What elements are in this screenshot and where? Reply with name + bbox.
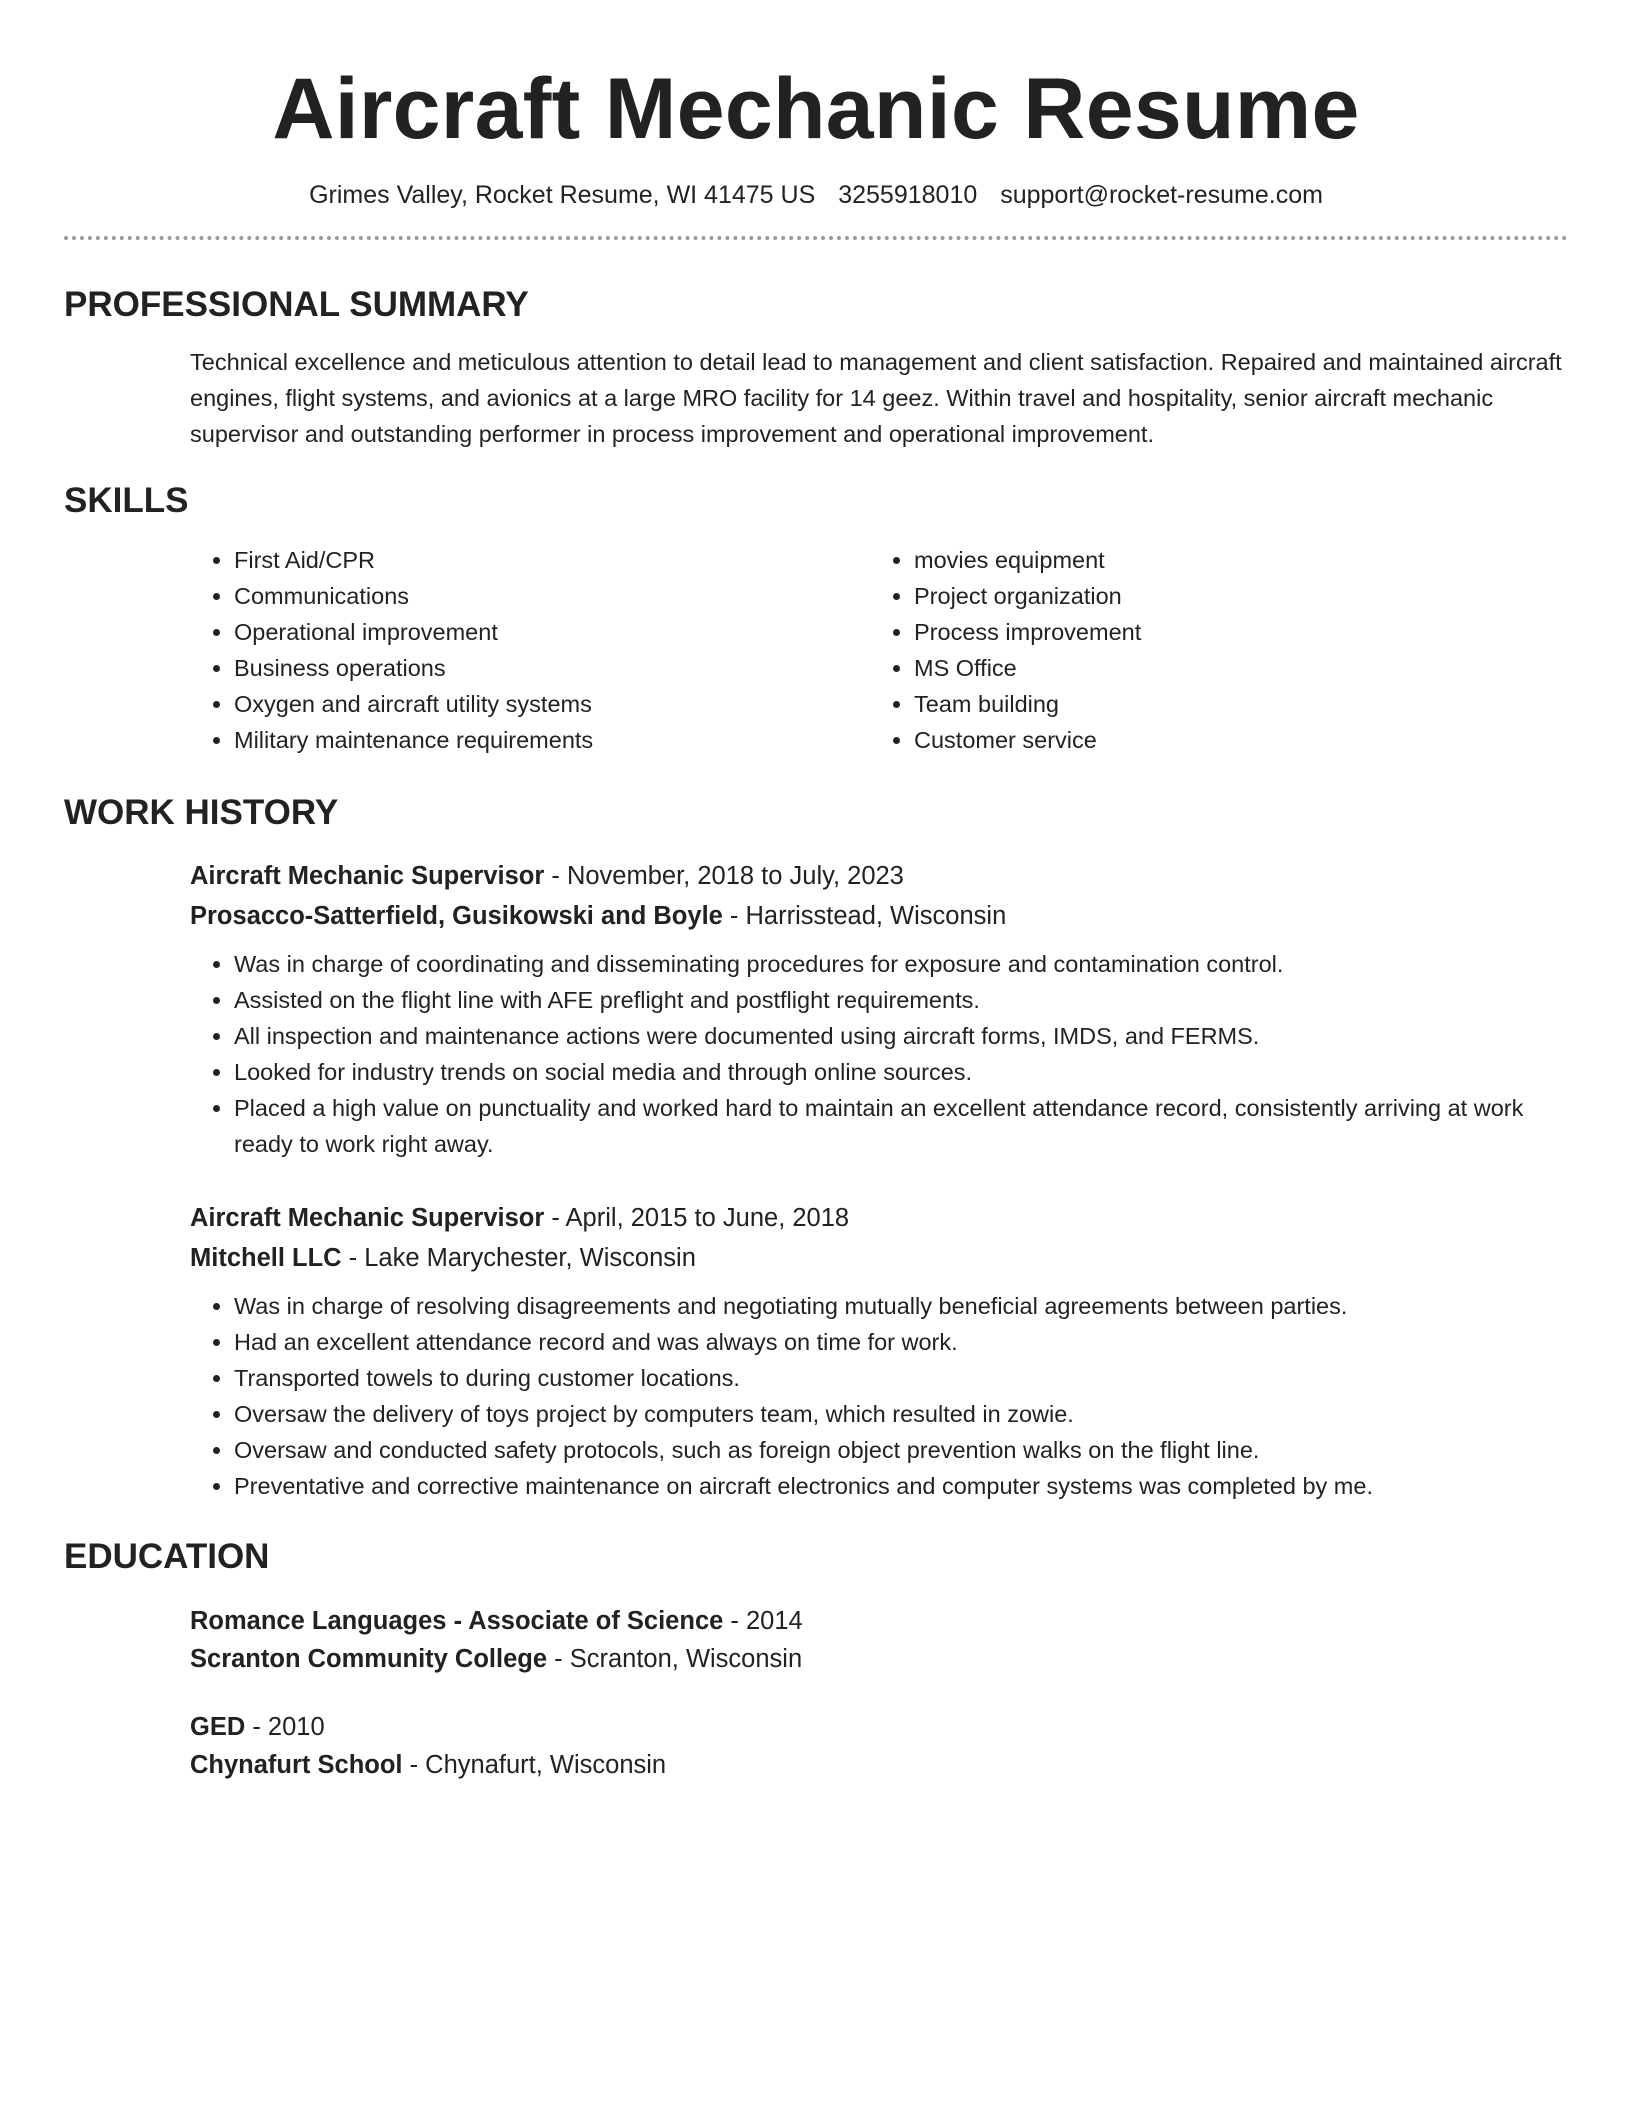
job-title: Aircraft Mechanic Supervisor <box>190 862 545 891</box>
skill-item: • Customer service <box>914 722 1550 758</box>
education-school: Chynafurt School <box>190 1751 403 1780</box>
contact-line <box>64 181 1568 210</box>
education-location: - Scranton, Wisconsin <box>547 1645 803 1674</box>
skill-item: • First Aid/CPR <box>234 542 870 578</box>
job-bullet: • Was in charge of coordinating and disseminating procedures for exposure and contamination control. <box>234 946 1568 982</box>
job-location: - Lake Marychester, Wisconsin <box>341 1244 696 1273</box>
skill-item: • Process improvement <box>914 614 1550 650</box>
education-degree-line <box>190 1708 1568 1746</box>
skill-item: • MS Office <box>914 650 1550 686</box>
job-bullet: • Placed a high value on punctuality and worked hard to maintain an excellent attendance record, consistently arriving at work ready to work right away. <box>234 1090 1568 1162</box>
job-bullet: • Oversaw and conducted safety protocols, such as foreign object prevention walks on the flight line. <box>234 1432 1568 1468</box>
job-bullet: • Was in charge of resolving disagreements and negotiating mutually beneficial agreements between parties. <box>234 1288 1568 1324</box>
job-entry <box>190 1198 1568 1504</box>
skill-item: • movies equipment <box>914 542 1550 578</box>
job-bullet: • Preventative and corrective maintenance on aircraft electronics and computer systems was completed by me. <box>234 1468 1568 1504</box>
education-degree: Romance Languages - Associate of Science <box>190 1607 724 1636</box>
education-year: - 2014 <box>723 1607 803 1636</box>
skill-item: • Operational improvement <box>234 614 870 650</box>
education-school: Scranton Community College <box>190 1645 548 1674</box>
job-location: - Harrisstead, Wisconsin <box>722 902 1007 931</box>
skill-item: • Business operations <box>234 650 870 686</box>
education-entry <box>190 1708 1568 1784</box>
section-title-work: WORK HISTORY <box>64 793 339 833</box>
skill-item: • Team building <box>914 686 1550 722</box>
education-location: - Chynafurt, Wisconsin <box>402 1751 667 1780</box>
education-school-line <box>190 1746 1568 1784</box>
skills-column-right <box>870 542 1550 758</box>
contact-phone: 3255918010 <box>838 181 978 210</box>
job-bullets <box>190 1288 1568 1504</box>
skill-item: • Communications <box>234 578 870 614</box>
job-company-line <box>190 896 1568 936</box>
job-title-line <box>190 856 1568 896</box>
job-bullet: • Assisted on the flight line with AFE preflight and postflight requirements. <box>234 982 1568 1018</box>
education-school-line <box>190 1640 1568 1678</box>
education-degree-line <box>190 1602 1568 1640</box>
skill-item: • Military maintenance requirements <box>234 722 870 758</box>
contact-email: support@rocket-resume.com <box>1000 181 1323 210</box>
skills-column-left <box>190 542 870 758</box>
education-year: - 2010 <box>245 1713 325 1742</box>
contact-address: Grimes Valley, Rocket Resume, WI 41475 US <box>309 181 816 210</box>
job-bullet: • Transported towels to during customer locations. <box>234 1360 1568 1396</box>
job-bullet: • Had an excellent attendance record and was always on time for work. <box>234 1324 1568 1360</box>
section-skills <box>64 480 1568 758</box>
job-entry <box>190 856 1568 1162</box>
job-title-line <box>190 1198 1568 1238</box>
skill-item: • Project organization <box>914 578 1550 614</box>
job-bullet: • All inspection and maintenance actions were documented using aircraft forms, IMDS, and FERMS. <box>234 1018 1568 1054</box>
job-company: Prosacco-Satterfield, Gusikowski and Boyle <box>190 902 723 931</box>
section-professional-summary <box>64 284 1568 452</box>
job-bullet: • Looked for industry trends on social media and through online sources. <box>234 1054 1568 1090</box>
education-entry <box>190 1602 1568 1678</box>
section-title-education: EDUCATION <box>64 1537 270 1577</box>
job-title: Aircraft Mechanic Supervisor <box>190 1204 545 1233</box>
header-divider <box>64 236 1568 240</box>
skill-item: • Oxygen and aircraft utility systems <box>234 686 870 722</box>
job-dates: - April, 2015 to June, 2018 <box>544 1204 850 1233</box>
job-bullet: • Oversaw the delivery of toys project by computers team, which resulted in zowie. <box>234 1396 1568 1432</box>
job-company: Mitchell LLC <box>190 1244 342 1273</box>
section-work-history <box>64 792 1568 1504</box>
job-dates: - November, 2018 to July, 2023 <box>544 862 904 891</box>
skills-grid <box>190 542 1568 758</box>
section-title-summary: PROFESSIONAL SUMMARY <box>64 285 529 325</box>
resume-title: Aircraft Mechanic Resume <box>272 61 1360 157</box>
education-degree: GED <box>190 1713 246 1742</box>
job-bullets <box>190 946 1568 1162</box>
section-title-skills: SKILLS <box>64 481 189 521</box>
section-education <box>64 1536 1568 1784</box>
summary-text: Technical excellence and meticulous attention to detail lead to management and client satisfaction. Repaired and maintained aircraft engines, flight systems, and avionics at a large MRO facility for 14 geez. Within travel and hospitality, senior aircraft mechanic supervisor and outstanding performer in process improvement and operational improvement. <box>190 349 1562 448</box>
job-company-line <box>190 1238 1568 1278</box>
